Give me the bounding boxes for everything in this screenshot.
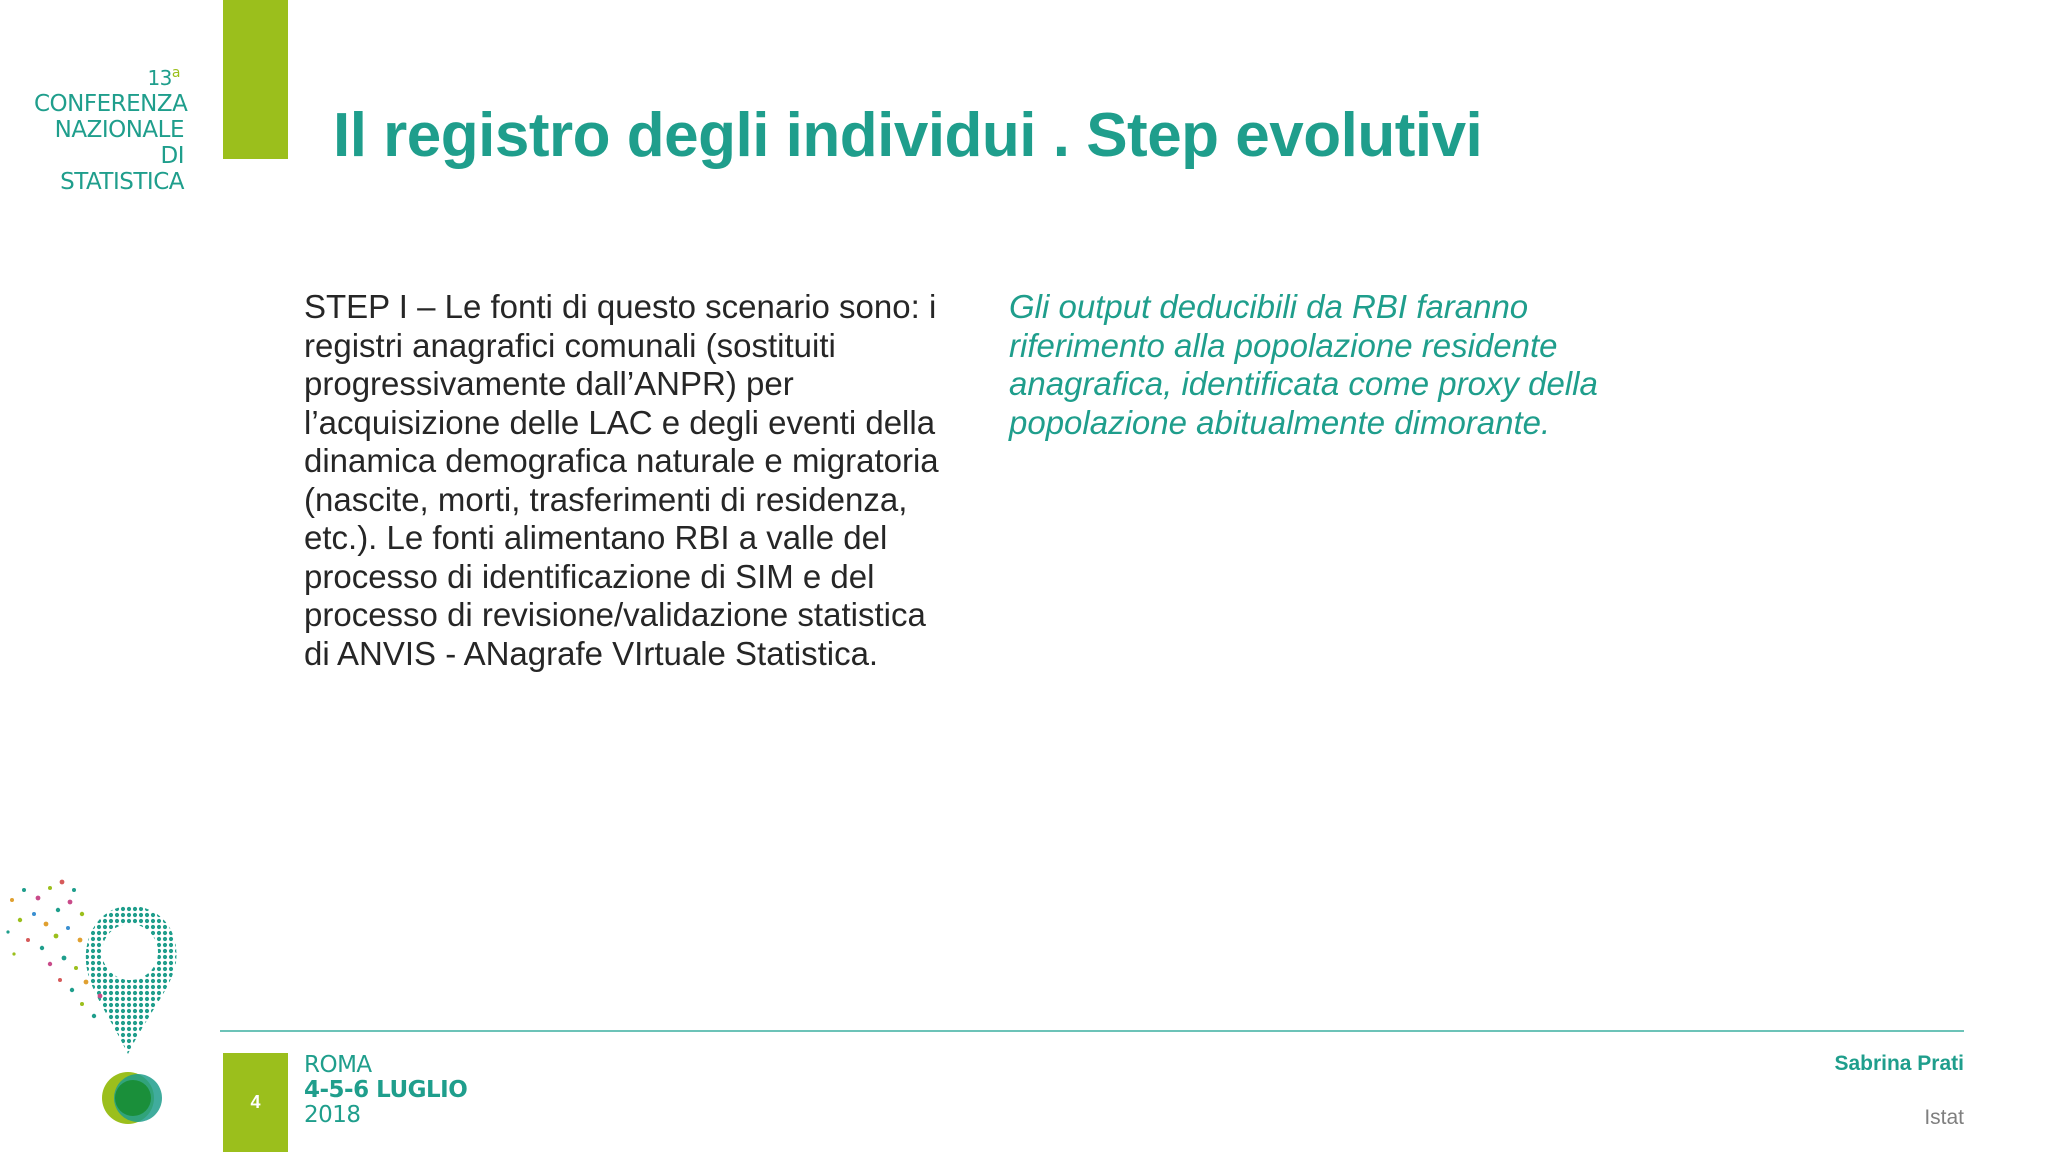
conference-logo — [34, 60, 188, 195]
overlapping-circles-icon — [100, 1068, 166, 1128]
event-city: ROMA — [304, 1052, 372, 1078]
top-accent-bar — [223, 0, 288, 159]
event-year: 2018 — [304, 1102, 361, 1128]
slide-number-box — [223, 1053, 288, 1152]
organization-name: Istat — [1924, 1106, 1964, 1129]
step-description: STEP I – Le fonti di questo scenario sono: i registri anagrafici comunali (sostituiti progressivamente dall’ANPR) per l’acquisizione delle LAC e degli eventi della dinamica demografica naturale e migratoria (nascite, morti, trasferimenti di residenza, etc.). Le fonti alimentano RBI a valle del processo di identificazione di SIM e del processo di revisione/validazione statistica di ANVIS - ANagrafe VIrtuale Statistica. — [304, 288, 939, 672]
logo-edition: 13$^a$ — [147, 65, 180, 90]
event-dates: 4-5-6 LUGLIO — [304, 1077, 468, 1103]
footer-divider — [220, 1030, 1964, 1032]
slide-title: Il registro degli individui . Step evolutivi — [333, 101, 1483, 170]
output-note: Gli output deducibili da RBI faranno riferimento alla popolazione residente anagrafica, identificata come proxy della popolazione abitualmente dimorante. — [1009, 288, 1598, 441]
speaker-name: Sabrina Prati — [1834, 1052, 1964, 1075]
event-location-dates — [304, 1053, 467, 1128]
logo-line-1: CONFERENZA — [34, 91, 188, 117]
logo-line-3: DI STATISTICA — [60, 143, 184, 195]
slide-number: 4 — [250, 1092, 261, 1112]
logo-line-2: NAZIONALE — [54, 117, 184, 143]
map-pin-icon — [0, 870, 200, 1070]
